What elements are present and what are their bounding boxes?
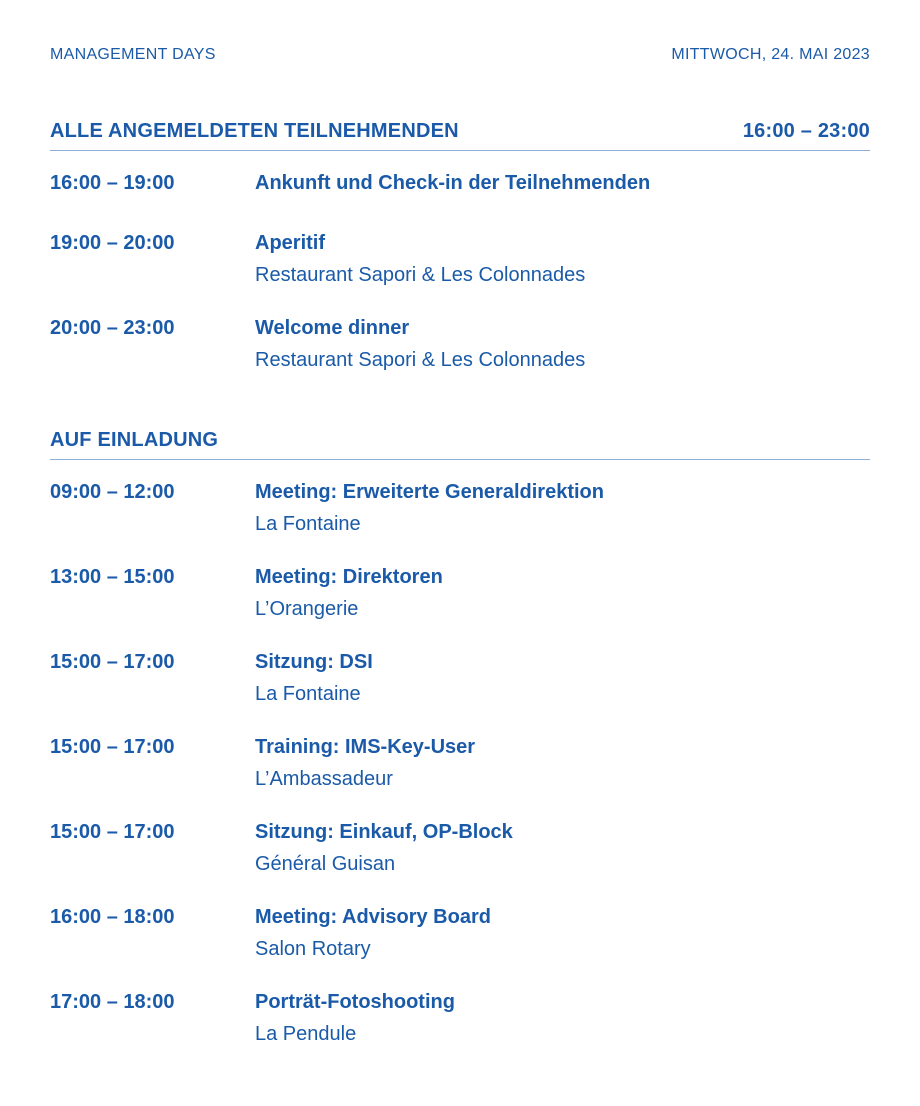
- item-location: Général Guisan: [255, 853, 396, 875]
- item-time: 19:00 – 20:00: [50, 232, 175, 254]
- item-time: 16:00 – 18:00: [50, 906, 175, 928]
- agenda-item: [50, 167, 870, 199]
- event-name: MANAGEMENT DAYS: [50, 46, 216, 63]
- item-time: 16:00 – 19:00: [50, 172, 175, 194]
- agenda-item: [50, 986, 870, 1050]
- agenda-item: [50, 901, 870, 965]
- item-title: Porträt-Fotoshooting: [255, 991, 455, 1013]
- section-heading: [50, 120, 870, 151]
- item-title: Sitzung: DSI: [255, 651, 373, 673]
- agenda-item: [50, 646, 870, 710]
- section-title: AUF EINLADUNG: [50, 429, 219, 451]
- item-location: Restaurant Sapori & Les Colonnades: [255, 349, 586, 371]
- item-time: 15:00 – 17:00: [50, 736, 175, 758]
- agenda-item: [50, 561, 870, 625]
- item-title: Aperitif: [255, 232, 325, 254]
- section-title: ALLE ANGEMELDETEN TEILNEHMENDEN: [50, 120, 459, 142]
- agenda-item: [50, 476, 870, 540]
- section-by-invitation: [50, 429, 870, 1050]
- section-time: 16:00 – 23:00: [742, 120, 870, 142]
- item-title: Welcome dinner: [255, 317, 410, 339]
- agenda-item: [50, 816, 870, 880]
- item-time: 17:00 – 18:00: [50, 991, 175, 1013]
- item-title: Meeting: Advisory Board: [255, 906, 491, 928]
- item-location: L’Orangerie: [255, 598, 359, 620]
- agenda-item: [50, 731, 870, 795]
- item-location: L’Ambassadeur: [255, 768, 393, 790]
- item-title: Training: IMS-Key-User: [255, 736, 476, 758]
- item-location: Salon Rotary: [255, 938, 371, 960]
- item-location: La Pendule: [255, 1023, 357, 1045]
- agenda-item: [50, 312, 870, 376]
- item-time: 09:00 – 12:00: [50, 481, 175, 503]
- item-time: 15:00 – 17:00: [50, 651, 175, 673]
- item-title: Meeting: Erweiterte Generaldirektion: [255, 481, 604, 503]
- item-location: Restaurant Sapori & Les Colonnades: [255, 264, 586, 286]
- item-location: La Fontaine: [255, 513, 361, 535]
- agenda-item: [50, 227, 870, 291]
- item-time: 13:00 – 15:00: [50, 566, 175, 588]
- item-time: 20:00 – 23:00: [50, 317, 175, 339]
- item-location: La Fontaine: [255, 683, 361, 705]
- item-title: Meeting: Direktoren: [255, 566, 443, 588]
- event-date: MITTWOCH, 24. MAI 2023: [671, 46, 870, 63]
- item-title: Sitzung: Einkauf, OP-Block: [255, 821, 513, 843]
- section-all-participants: [50, 120, 870, 376]
- page-header: [50, 46, 870, 64]
- item-title: Ankunft und Check-in der Teilnehmenden: [255, 172, 651, 194]
- section-heading: [50, 429, 870, 460]
- item-time: 15:00 – 17:00: [50, 821, 175, 843]
